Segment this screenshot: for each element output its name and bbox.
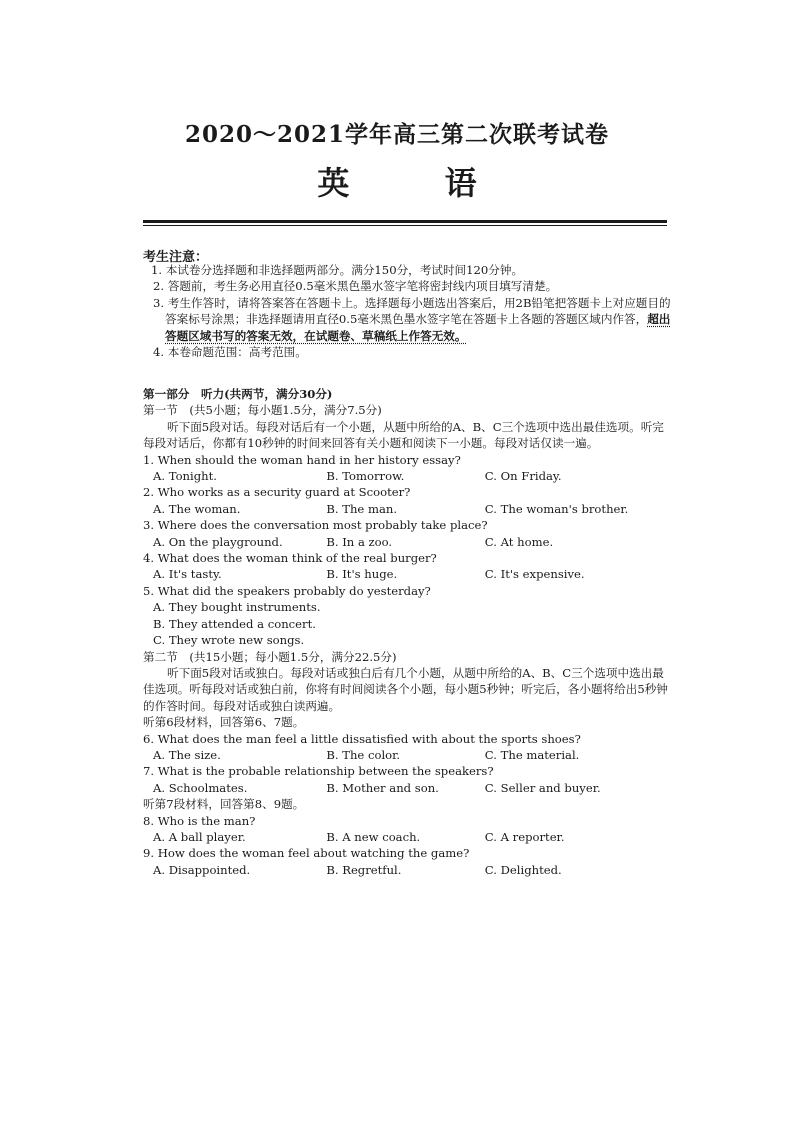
material-six-note: 听第6段材料，回答第6、7题。	[143, 715, 305, 730]
question-stem: 6. What does the man feel a little dissatisfied with about the sports shoes?	[143, 731, 581, 746]
question-stem: 8. Who is the man?	[143, 813, 256, 828]
option-b: B. They attended a concert.	[153, 616, 316, 631]
notice-list	[143, 262, 673, 360]
option-c: C. On Friday.	[484, 469, 562, 484]
question-options	[143, 862, 673, 878]
question-options	[143, 747, 673, 763]
option-c: C. The material.	[484, 747, 580, 762]
option-a: A. The size.	[153, 747, 221, 762]
material-seven-note: 听第7段材料，回答第8、9题。	[143, 797, 305, 812]
question-stem: 7. What is the probable relationship between the speakers?	[143, 764, 494, 779]
option-c: C. At home.	[484, 534, 554, 549]
option-a: A. It's tasty.	[153, 567, 222, 582]
option-b: B. Regretful.	[326, 862, 402, 877]
notice-item-2: 2. 答题前，考生务必用直径0.5毫米黑色墨水签字笔将密封线内项目填写清楚。	[153, 279, 558, 294]
option-b: B. In a zoo.	[326, 534, 393, 549]
header-rule-thin	[143, 225, 667, 226]
question-stem: 2. Who works as a security guard at Scooter?	[143, 485, 411, 500]
option-c: C. It's expensive.	[484, 567, 585, 582]
option-a: A. On the playground.	[153, 534, 283, 549]
exam-subject: 英 语	[317, 164, 519, 202]
notice-item-3-emphasis: 超出答题区域书写的答案无效，在试题卷、草稿纸上作答无效。	[165, 312, 671, 343]
option-b: B. The color.	[326, 747, 401, 762]
question-stem: 4. What does the woman think of the real burger?	[143, 551, 437, 566]
part-one-heading: 第一部分 听力(共两节，满分30分)	[143, 387, 333, 401]
option-a: A. A ball player.	[153, 829, 246, 844]
part-one-listening	[143, 386, 673, 878]
option-b: B. Mother and son.	[326, 780, 439, 795]
notice-heading: 考生注意：	[143, 250, 209, 265]
section-one-heading: 第一节 (共5小题；每小题1.5分，满分7.5分)	[143, 403, 382, 418]
header-rule-thick	[143, 220, 667, 223]
question-stem: 3. Where does the conversation most probably take place?	[143, 518, 488, 533]
question-stem: 9. How does the woman feel about watching the game?	[143, 846, 470, 861]
option-a: A. Disappointed.	[153, 862, 251, 877]
section-two-instructions: 听下面5段对话或独白。每段对话或独白后有几个小题，从题中所给的A、B、C三个选项中选出最佳选项。听每段对话或独白前，你将有时间阅读各个小题，每小题5秒钟；听完后，各小题将给出5秒钟的作答时间。每段对话或独白读两遍。	[143, 665, 668, 713]
section-two-heading: 第二节 (共15小题；每小题1.5分，满分22.5分)	[143, 649, 397, 664]
question-stem: 5. What did the speakers probably do yesterday?	[143, 583, 431, 598]
question-options	[143, 501, 673, 517]
question-options	[143, 534, 673, 550]
notice-item-4: 4. 本卷命题范围：高考范围。	[153, 345, 307, 360]
section-one-instructions: 听下面5段对话。每段对话后有一个小题，从题中所给的A、B、C三个选项中选出最佳选项。听完每段对话后，你都有10秒钟的时间来回答有关小题和阅读下一小题。每段对话仅读一遍。	[143, 419, 664, 451]
option-b: B. A new coach.	[326, 829, 421, 844]
question-options	[143, 468, 673, 484]
question-stem: 1. When should the woman hand in her history essay?	[143, 452, 461, 467]
option-b: B. The man.	[326, 501, 398, 516]
notice-item-3-text: 3. 考生作答时，请将答案答在答题卡上。选择题每小题选出答案后，用2B铅笔把答题卡上对应题目的答案标号涂黑；非选择题请用直径0.5毫米黑色墨水签字笔在答题卡上各题的答题区域内作答，	[153, 295, 671, 327]
option-c: C. A reporter.	[484, 829, 565, 844]
question-options	[143, 780, 673, 796]
option-a: A. Tonight.	[153, 469, 217, 484]
option-a: A. The woman.	[153, 501, 241, 516]
option-b: B. It's huge.	[326, 567, 398, 582]
option-a: A. Schoolmates.	[153, 780, 248, 795]
question-options	[143, 566, 673, 582]
exam-title: 2020～2021学年高三第二次联考试卷	[184, 121, 610, 148]
option-c: C. They wrote new songs.	[153, 633, 305, 648]
option-a: A. They bought instruments.	[153, 600, 321, 615]
notice-item-1: 1. 本试卷分选择题和非选择题两部分。满分150分，考试时间120分钟。	[151, 263, 524, 277]
option-c: C. Delighted.	[484, 862, 562, 877]
option-c: C. The woman's brother.	[484, 501, 629, 516]
question-options	[143, 829, 673, 845]
option-b: B. Tomorrow.	[326, 469, 405, 484]
notice-item-3	[143, 295, 673, 344]
option-c: C. Seller and buyer.	[484, 780, 601, 795]
